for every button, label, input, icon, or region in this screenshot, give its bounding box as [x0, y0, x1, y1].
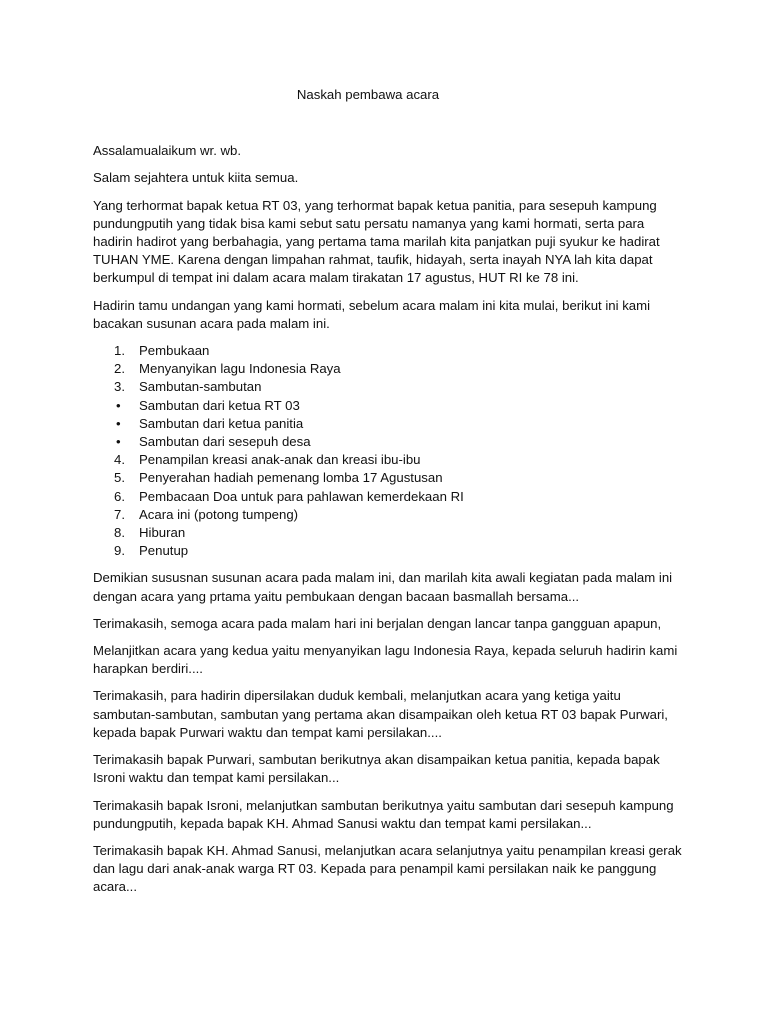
list-marker: 5. — [114, 470, 125, 486]
list-marker: 4. — [114, 452, 125, 468]
paragraph-anthem: Melanjitkan acara yang kedua yaitu menyanyikan lagu Indonesia Raya, kepada seluruh hadirin kami harapkan berdiri.... — [93, 643, 678, 677]
list-item-text: Penyerahan hadiah pemenang lomba 17 Agustusan — [139, 470, 443, 486]
list-item — [93, 360, 683, 378]
document-page — [93, 86, 683, 906]
list-marker: 9. — [114, 543, 125, 559]
list-item — [93, 415, 683, 433]
list-item-text: Acara ini (potong tumpeng) — [139, 506, 299, 522]
paragraph-elder-speech: Terimakasih bapak Isroni, melanjutkan sambutan berikutnya yaitu sambutan dari sesepuh kampung pundungputih, kepada bapak KH. Ahmad Sanusi waktu dan tempat kami persilakan... — [93, 797, 674, 831]
list-marker: 3. — [114, 379, 125, 395]
paragraph-agenda-intro: Hadirin tamu undangan yang kami hormati, sebelum acara malam ini kita mulai, berikut ini kami bacakan susunan acara pada malam ini. — [93, 297, 651, 331]
bullet-icon: • — [116, 397, 121, 413]
paragraph-greeting: Assalamualaikum wr. wb. — [93, 143, 242, 159]
paragraph-opening-remarks: Demikian sususnan susunan acara pada malam ini, dan marilah kita awali kegiatan pada malam ini dengan acara yang prtama yaitu pembukaan dengan bacaan basmallah bersama... — [93, 570, 673, 604]
agenda-list — [93, 342, 683, 560]
list-marker: 7. — [114, 506, 125, 522]
list-item-text: Pembacaan Doa untuk para pahlawan kemerdekaan RI — [139, 488, 464, 504]
paragraph-opening: Yang terhormat bapak ketua RT 03, yang terhormat bapak ketua panitia, para sesepuh kampung pundungputih yang tidak bisa kami sebut satu persatu namanya yang kami hormati, serta para hadirin hadirot yang berbahagia, yang pertama tama marilah kita panjatkan puji syukur ke hadirat TUHAN YME. Karena dengan limpahan rahmat, taufik, hidayah, serta inayah NYA lah kita dapat berkumpul di tempat ini dalam acara malam tirakatan 17 agustus, HUT RI ke 78 ini. — [93, 197, 660, 286]
list-item — [93, 542, 683, 560]
list-marker: 8. — [114, 525, 125, 541]
list-item-text: Menyanyikan lagu Indonesia Raya — [139, 361, 341, 377]
list-item — [93, 451, 683, 469]
list-marker: 1. — [114, 343, 125, 359]
list-marker: 6. — [114, 488, 125, 504]
list-item-text: Sambutan dari sesepuh desa — [139, 434, 311, 450]
list-marker: 2. — [114, 361, 125, 377]
paragraph-rt-speech: Terimakasih, para hadirin dipersilakan duduk kembali, melanjutkan acara yang ketiga yaitu sambutan-sambutan, sambutan yang pertama akan disampaikan oleh ketua RT 03 bapak Purwari, kepada bapak Purwari waktu dan tempat kami persilakan.... — [93, 688, 668, 740]
list-item-text: Hiburan — [139, 525, 186, 541]
list-item-text: Sambutan dari ketua panitia — [139, 415, 304, 431]
paragraph-performance: Terimakasih bapak KH. Ahmad Sanusi, melanjutkan acara selanjutnya yaitu penampilan kreasi gerak dan lagu dari anak-anak warga RT 03. Kepada para penampil kami persilakan naik ke panggung acara... — [93, 842, 682, 895]
list-item-text: Pembukaan — [139, 343, 210, 359]
list-item — [93, 433, 683, 451]
bullet-icon: • — [116, 415, 121, 431]
list-item — [93, 506, 683, 524]
list-item — [93, 488, 683, 506]
list-item-text: Penampilan kreasi anak-anak dan kreasi ibu-ibu — [139, 452, 421, 468]
paragraph-salutation: Salam sejahtera untuk kiita semua. — [93, 170, 299, 186]
paragraph-thanks: Terimakasih, semoga acara pada malam hari ini berjalan dengan lancar tanpa gangguan apapun, — [93, 615, 662, 631]
list-item-text: Penutup — [139, 543, 189, 559]
list-item-text: Sambutan-sambutan — [139, 379, 262, 395]
list-item — [93, 342, 683, 360]
list-item — [93, 469, 683, 487]
list-item-text: Sambutan dari ketua RT 03 — [139, 397, 300, 413]
paragraph-committee-speech: Terimakasih bapak Purwari, sambutan berikutnya akan disampaikan ketua panitia, kepada bapak Isroni waktu dan tempat kami persilakan... — [93, 752, 660, 786]
list-item — [93, 524, 683, 542]
bullet-icon: • — [116, 434, 121, 450]
document-title: Naskah pembawa acara — [296, 87, 440, 102]
list-item — [93, 397, 683, 415]
list-item — [93, 378, 683, 396]
